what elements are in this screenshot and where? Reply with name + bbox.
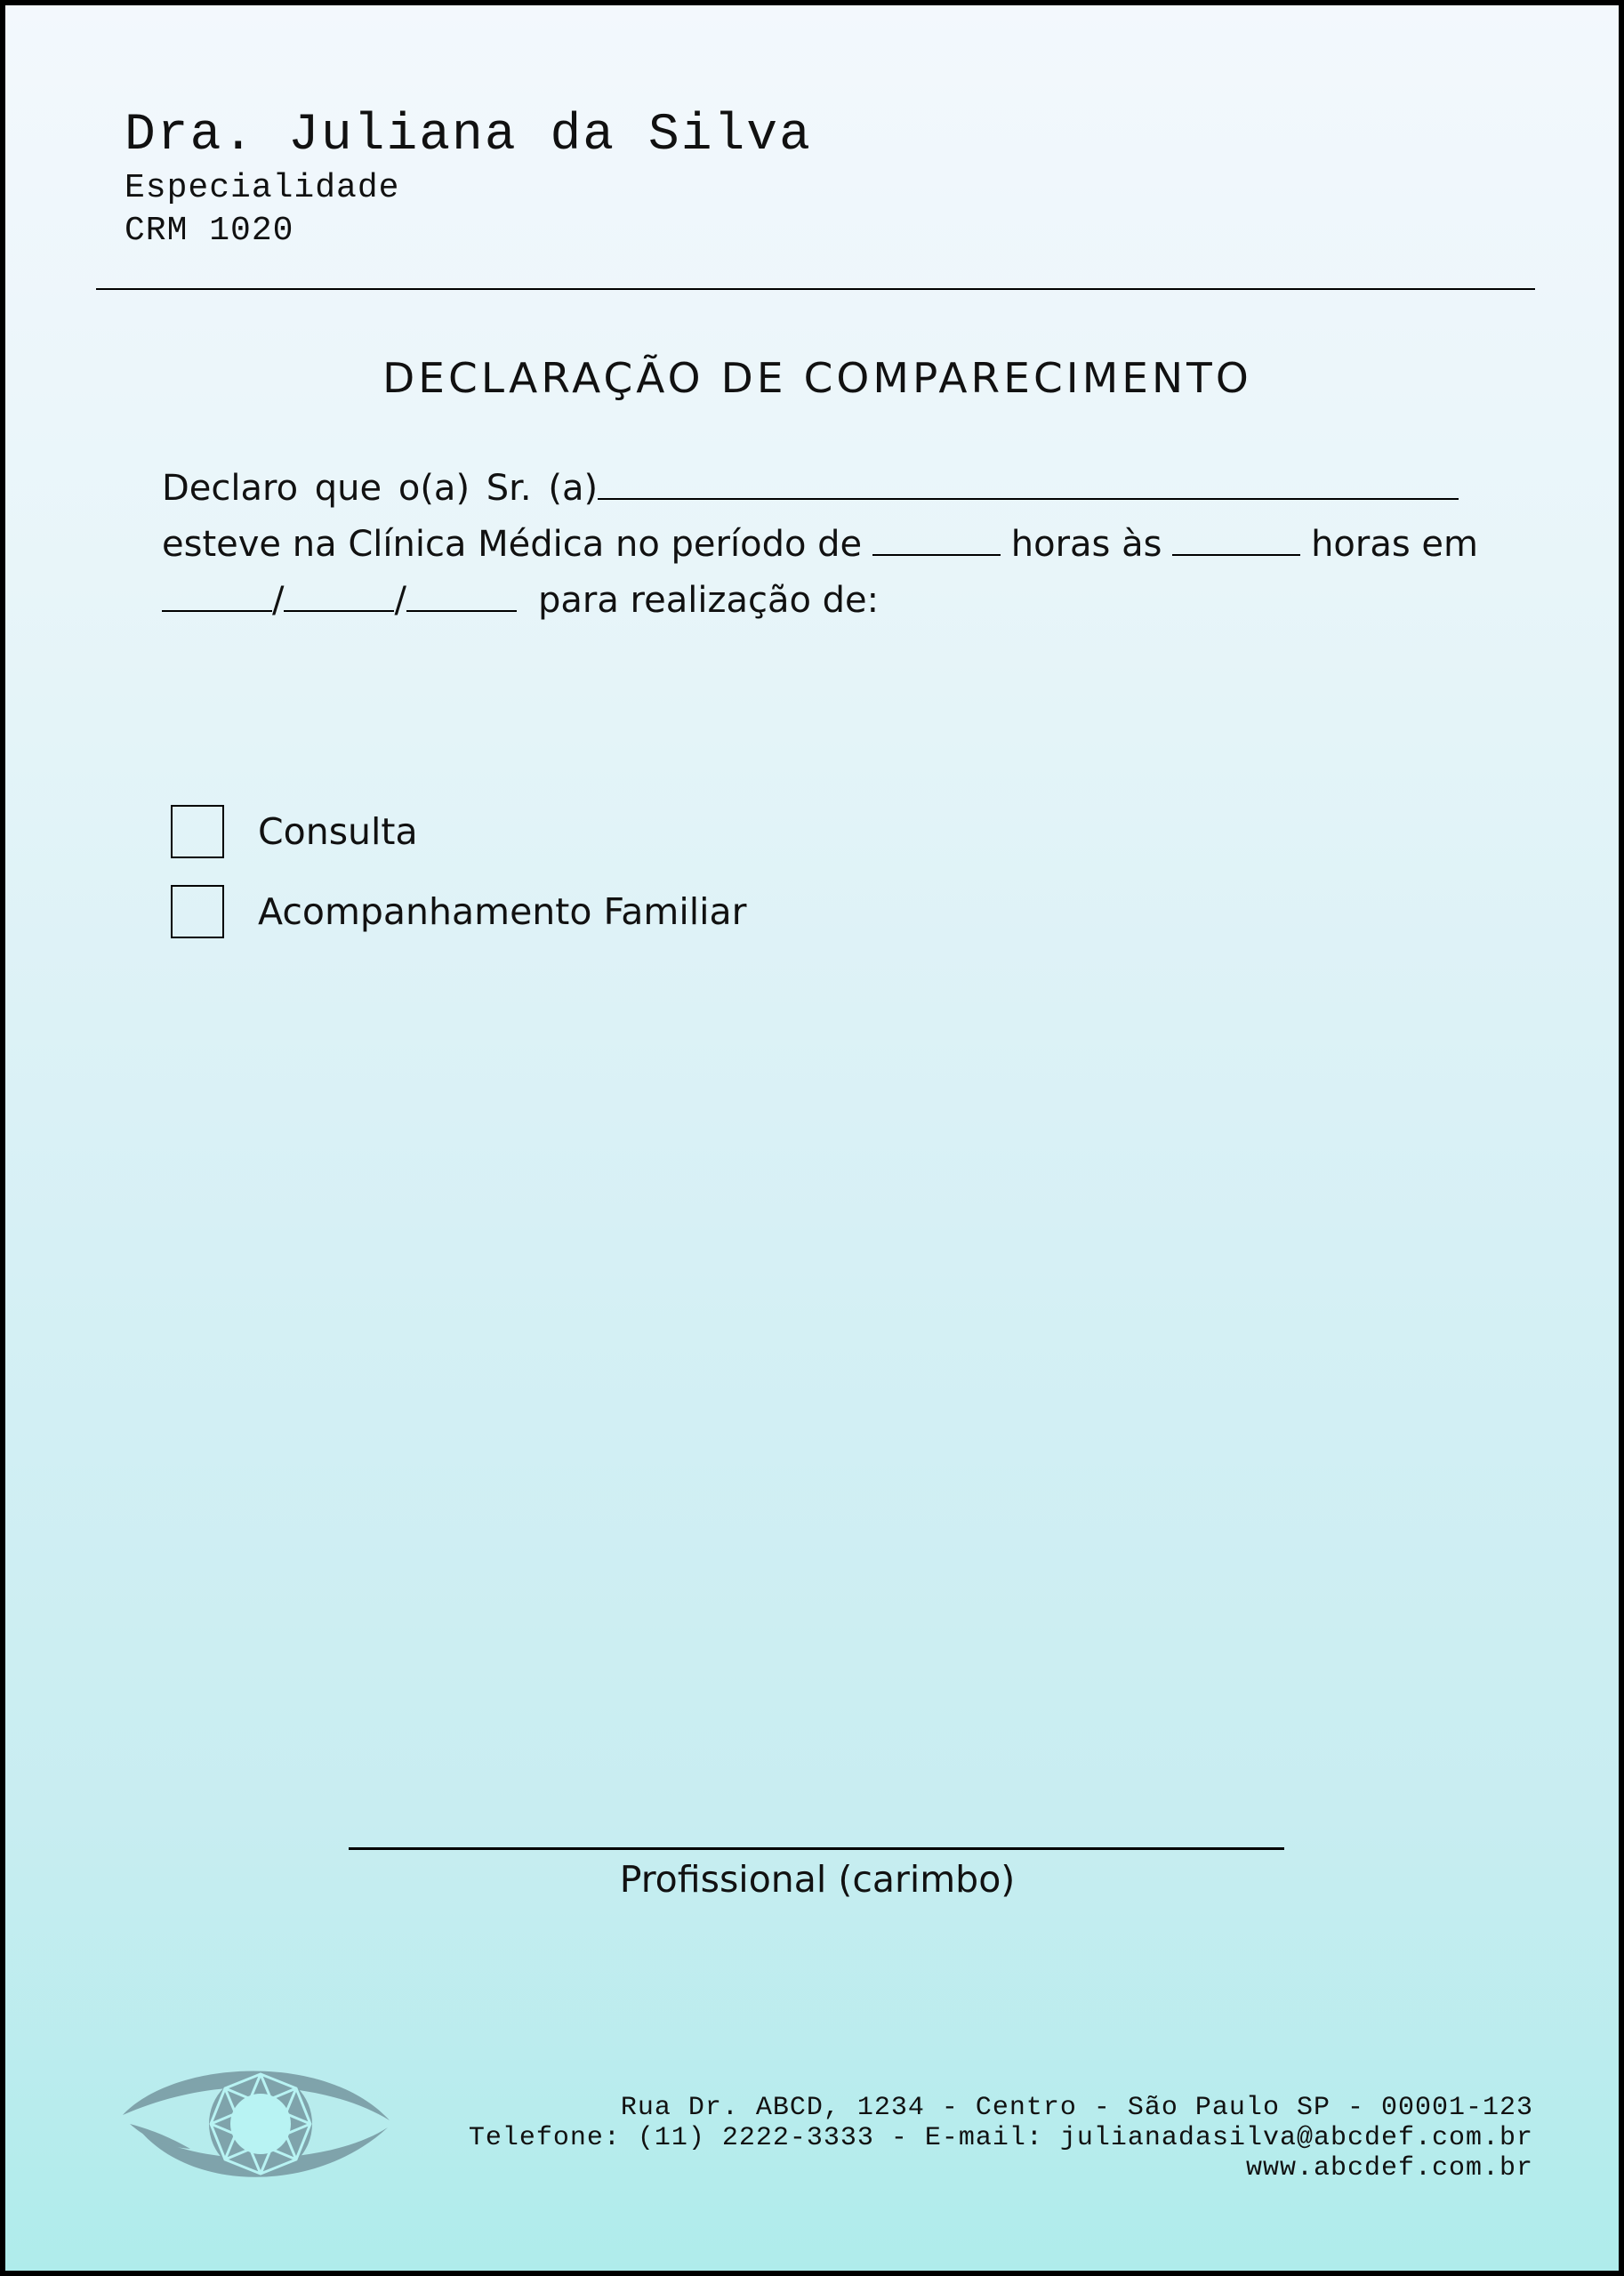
declaration-line-3	[162, 571, 1478, 627]
hours-to-text: horas às	[1010, 524, 1162, 565]
end-hour-blank[interactable]	[1172, 515, 1300, 556]
declaration-line-1	[162, 459, 1478, 515]
doctor-header	[125, 105, 812, 253]
month-blank[interactable]	[284, 571, 394, 612]
day-blank[interactable]	[162, 571, 272, 612]
period-text: esteve na Clínica Médica no período de	[162, 524, 863, 565]
declaration-prefix: Declaro que o(a) Sr. (a)	[162, 468, 599, 509]
checkbox-acompanhamento[interactable]	[171, 885, 224, 938]
declaration-text	[162, 459, 1478, 627]
header-divider	[96, 288, 1535, 290]
purpose-options	[171, 792, 747, 952]
checkbox-consulta[interactable]	[171, 805, 224, 858]
option-consulta[interactable]	[171, 792, 747, 872]
patient-name-blank[interactable]	[598, 459, 1459, 500]
year-blank[interactable]	[406, 571, 517, 612]
contact-footer	[469, 2093, 1533, 2184]
doctor-name: Dra. Juliana da Silva	[125, 107, 812, 165]
declaration-line-2	[162, 515, 1478, 571]
clinic-address: Rua Dr. ABCD, 1234 - Centro - São Paulo SP - 00001-123	[620, 2093, 1533, 2123]
hours-on-text: horas em	[1311, 524, 1478, 565]
signature-line	[349, 1847, 1284, 1850]
start-hour-blank[interactable]	[872, 515, 1001, 556]
clinic-contact: Telefone: (11) 2222-3333 - E-mail: julianadasilva@abcdef.com.br	[468, 2123, 1533, 2153]
signature-label: Profissional (carimbo)	[619, 1858, 1016, 1901]
option-label: Consulta	[258, 810, 418, 853]
eye-logo-icon	[121, 2060, 392, 2188]
document-title: DECLARAÇÃO DE COMPARECIMENTO	[382, 354, 1252, 402]
purpose-text: para realização de:	[537, 580, 880, 621]
clinic-website: www.abcdef.com.br	[1245, 2153, 1533, 2184]
option-acompanhamento[interactable]	[171, 872, 747, 952]
doctor-crm: CRM 1020	[125, 212, 294, 250]
date-separator-1: /	[272, 580, 285, 621]
option-label: Acompanhamento Familiar	[258, 890, 747, 933]
doctor-specialty: Especialidade	[125, 169, 400, 207]
date-separator-2: /	[394, 580, 406, 621]
